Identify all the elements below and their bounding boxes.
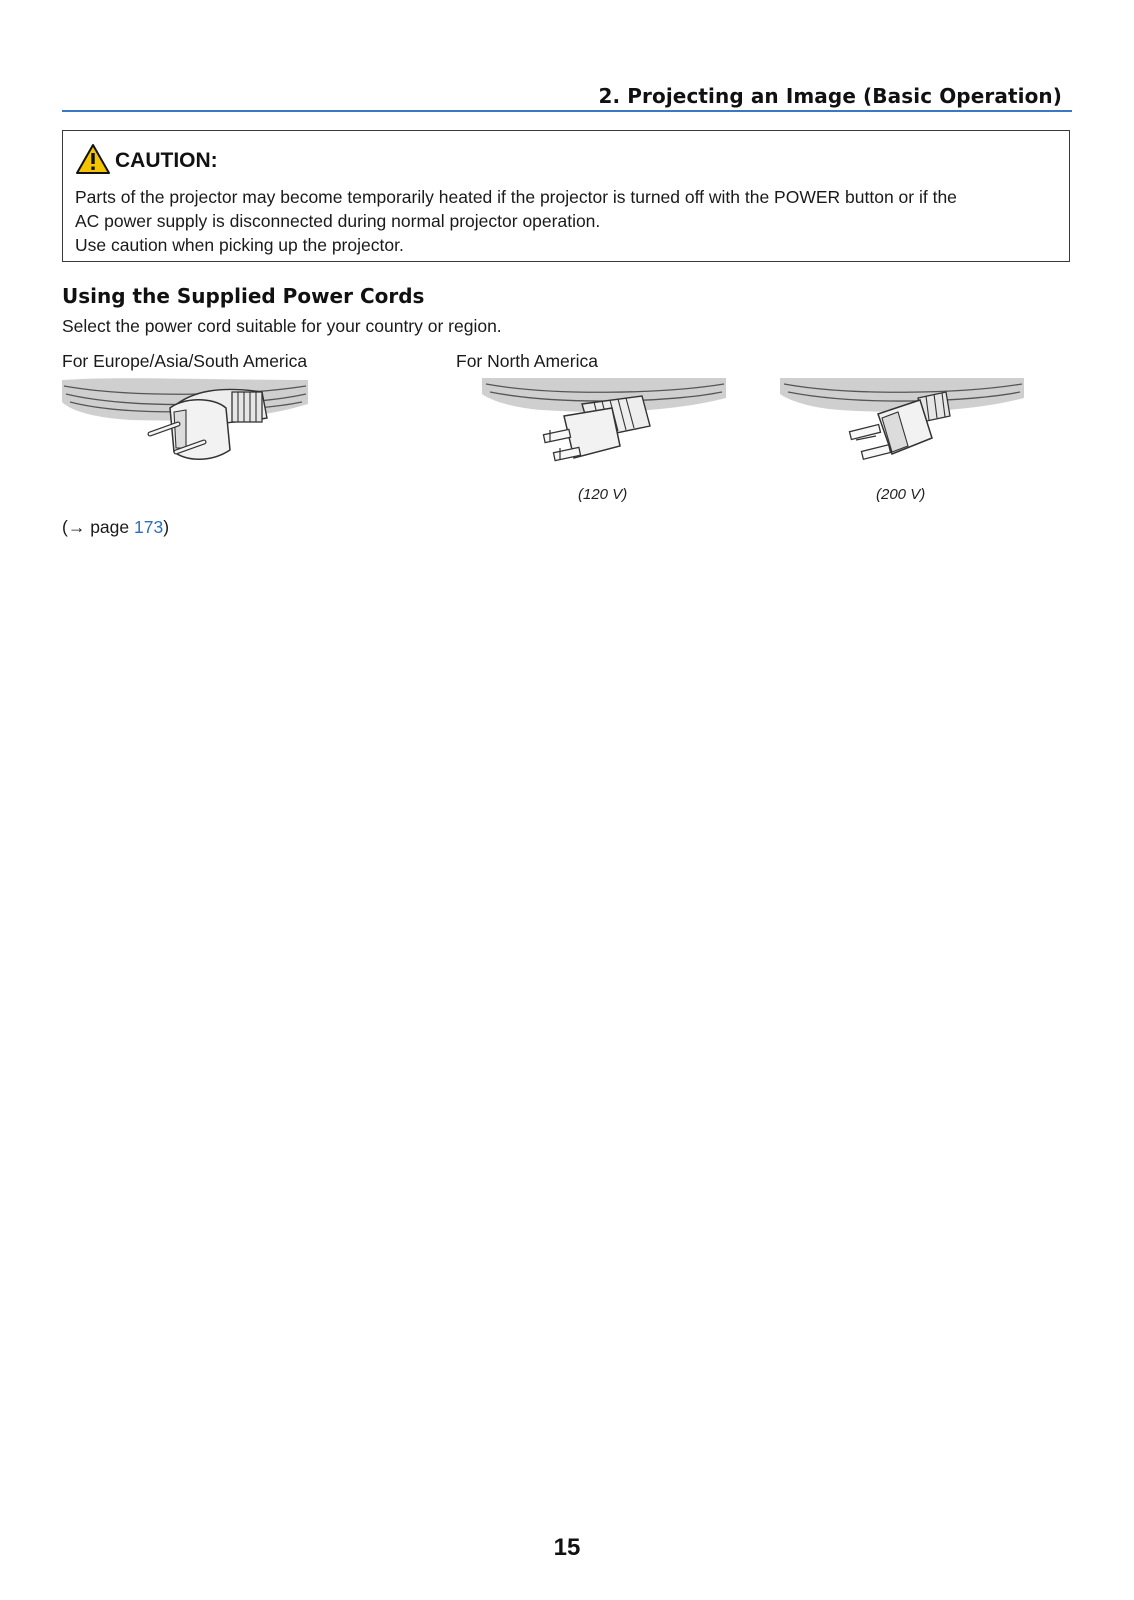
north-america-200v-plug-illustration (780, 378, 1026, 474)
caution-line: Use caution when picking up the projector. (75, 235, 404, 255)
warning-triangle-icon (75, 143, 111, 175)
north-america-120v-plug-illustration (482, 378, 728, 474)
voltage-label-120: (120 V) (578, 486, 628, 503)
caution-line: Parts of the projector may become temporarily heated if the projector is turned off with the POWER button or if the (75, 187, 957, 207)
region-label-north-america: For North America (456, 351, 598, 371)
caution-line: AC power supply is disconnected during normal projector operation. (75, 211, 601, 231)
page-reference-prefix: (→ page (62, 517, 134, 537)
caution-text (75, 185, 1059, 257)
page-number: 15 (553, 1534, 581, 1561)
europe-plug-illustration (62, 378, 310, 474)
page-reference (62, 517, 169, 538)
region-label-europe: For Europe/Asia/South America (62, 351, 308, 371)
voltage-label-200: (200 V) (876, 486, 926, 503)
caution-heading (75, 143, 218, 175)
page-link[interactable]: 173 (133, 517, 164, 537)
header-divider (62, 110, 1072, 112)
caution-label: CAUTION: (115, 149, 218, 172)
intro-text: Select the power cord suitable for your country or region. (62, 316, 502, 336)
section-header-title: 2. Projecting an Image (Basic Operation) (598, 84, 1062, 108)
page-reference-suffix: ) (163, 517, 170, 537)
section-heading: Using the Supplied Power Cords (62, 284, 425, 308)
caution-box (62, 130, 1070, 262)
